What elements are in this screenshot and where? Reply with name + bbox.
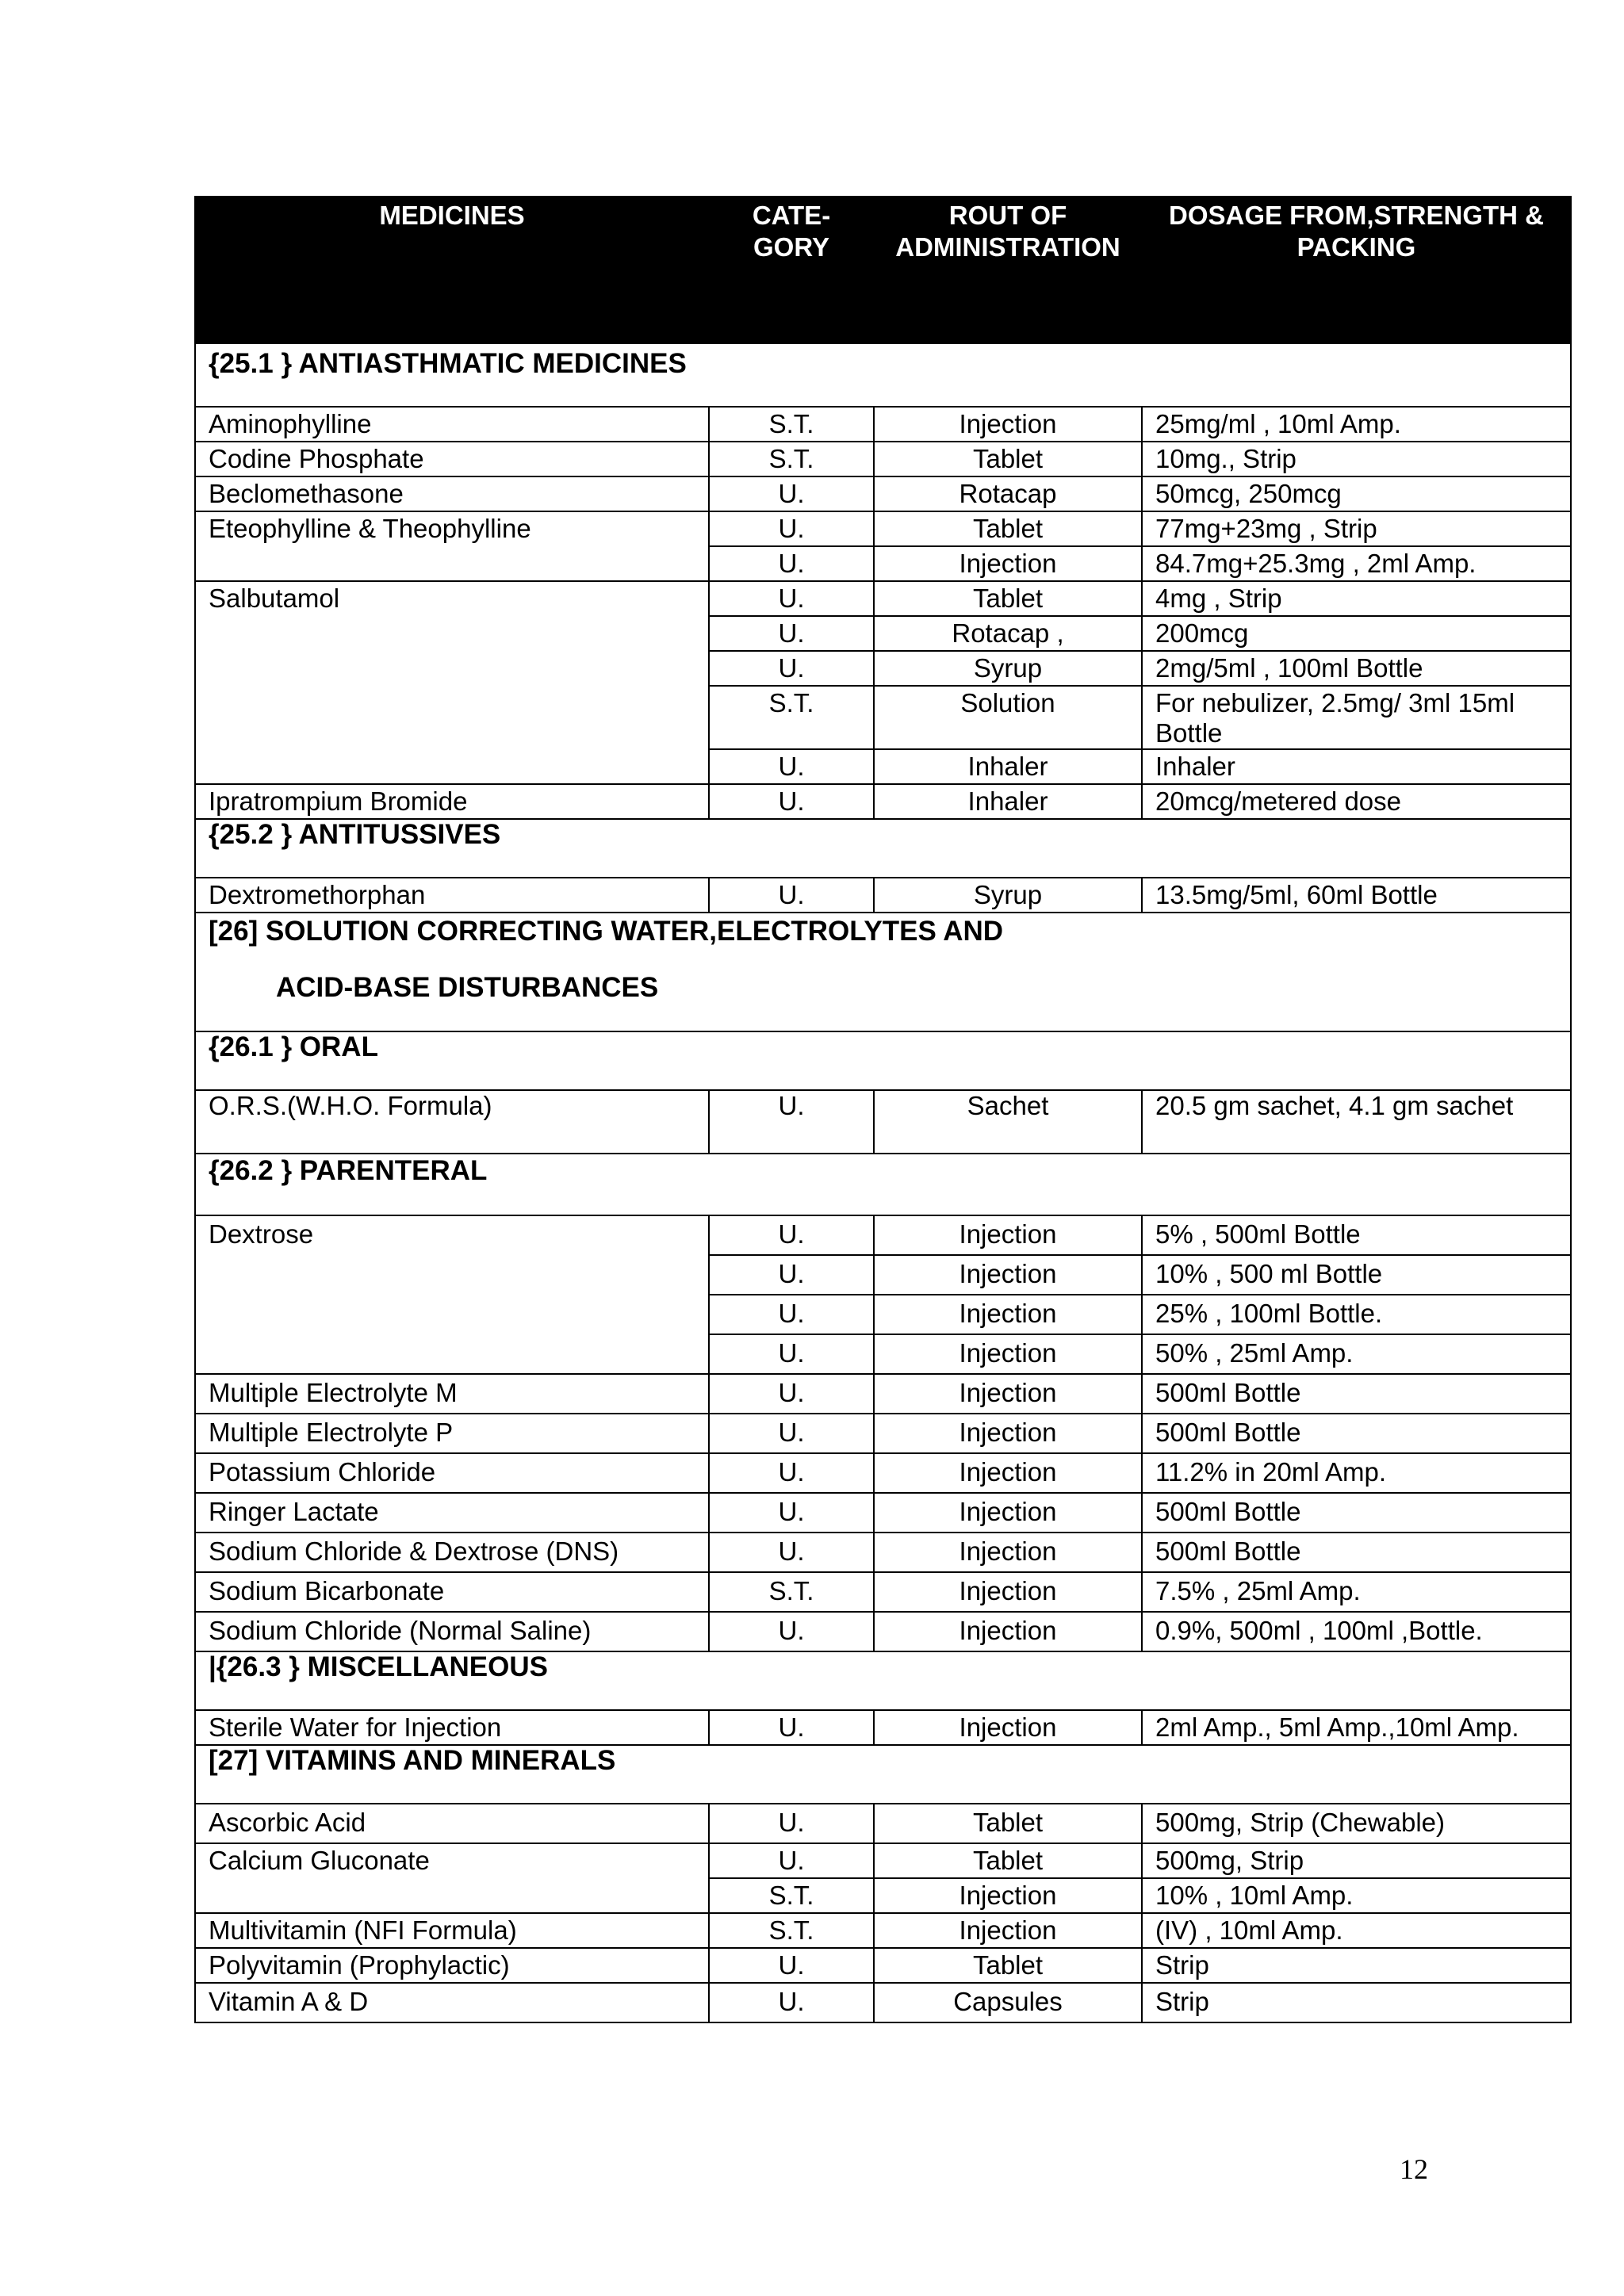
- dosage: 25mg/ml , 10ml Amp.: [1142, 407, 1571, 442]
- category: U.: [709, 749, 874, 784]
- route: Injection: [874, 1295, 1142, 1334]
- category: U.: [709, 1612, 874, 1651]
- page-number: 12: [1400, 2153, 1428, 2185]
- route: Injection: [874, 1493, 1142, 1533]
- category: S.T.: [709, 407, 874, 442]
- category: S.T.: [709, 686, 874, 749]
- category: U.: [709, 1414, 874, 1453]
- table-row: [195, 1453, 1571, 1493]
- medicine-name: Multiple Electrolyte P: [195, 1414, 709, 1453]
- section-heading: {26.1 } ORAL: [195, 1031, 1571, 1090]
- route: Injection: [874, 1533, 1142, 1572]
- section-heading: {25.1 } ANTIASTHMATIC MEDICINES: [195, 343, 1571, 407]
- medicine-name: Potassium Chloride: [195, 1453, 709, 1493]
- medicine-name: Salbutamol: [195, 581, 709, 784]
- dosage: 10mg., Strip: [1142, 442, 1571, 476]
- category: U.: [709, 1215, 874, 1255]
- header-medicines: MEDICINES: [195, 197, 709, 343]
- category: U.: [709, 1843, 874, 1878]
- dosage: 500ml Bottle: [1142, 1533, 1571, 1572]
- dosage: Inhaler: [1142, 749, 1571, 784]
- category: U.: [709, 1334, 874, 1374]
- category: U.: [709, 1374, 874, 1414]
- table-row: [195, 784, 1571, 819]
- category: S.T.: [709, 1913, 874, 1948]
- medicine-name: Calcium Gluconate: [195, 1843, 709, 1913]
- category: U.: [709, 616, 874, 651]
- table-row: [195, 1710, 1571, 1745]
- route: Injection: [874, 1710, 1142, 1745]
- dosage: (IV) , 10ml Amp.: [1142, 1913, 1571, 1948]
- route: Injection: [874, 1255, 1142, 1295]
- route: Injection: [874, 1878, 1142, 1913]
- route: Injection: [874, 1572, 1142, 1612]
- section-heading: |{26.3 } MISCELLANEOUS: [195, 1651, 1571, 1710]
- route: Syrup: [874, 878, 1142, 913]
- medicine-name: Sodium Bicarbonate: [195, 1572, 709, 1612]
- route: Injection: [874, 1414, 1142, 1453]
- category: U.: [709, 511, 874, 546]
- medicine-name: O.R.S.(W.H.O. Formula): [195, 1090, 709, 1154]
- route: Tablet: [874, 511, 1142, 546]
- table-row: [195, 1090, 1571, 1154]
- header-category: CATE- GORY: [709, 197, 874, 343]
- category: U.: [709, 546, 874, 581]
- section-heading: [195, 913, 1571, 1031]
- table-row: [195, 1215, 1571, 1255]
- medicine-name: Ipratrompium Bromide: [195, 784, 709, 819]
- route: Inhaler: [874, 784, 1142, 819]
- table-row: [195, 511, 1571, 546]
- medicine-name: Beclomethasone: [195, 476, 709, 511]
- route: Injection: [874, 1913, 1142, 1948]
- dosage: 2ml Amp., 5ml Amp.,10ml Amp.: [1142, 1710, 1571, 1745]
- table-header-row: [195, 197, 1571, 343]
- medicine-name: Sterile Water for Injection: [195, 1710, 709, 1745]
- medicine-name: Eteophylline & Theophylline: [195, 511, 709, 581]
- route: Capsules: [874, 1983, 1142, 2022]
- route: Injection: [874, 1334, 1142, 1374]
- route: Sachet: [874, 1090, 1142, 1154]
- dosage: 77mg+23mg , Strip: [1142, 511, 1571, 546]
- table-row: [195, 1843, 1571, 1878]
- dosage: 20mcg/metered dose: [1142, 784, 1571, 819]
- section-heading-row: [195, 1651, 1571, 1710]
- section-heading-row: [195, 819, 1571, 878]
- table-row: [195, 1804, 1571, 1843]
- section-heading-row: [195, 1031, 1571, 1090]
- dosage: 500mg, Strip (Chewable): [1142, 1804, 1571, 1843]
- category: U.: [709, 1948, 874, 1983]
- section-heading-line: [26] SOLUTION CORRECTING WATER,ELECTROLYTES AND: [209, 916, 1004, 947]
- route: Injection: [874, 1215, 1142, 1255]
- section-heading: {25.2 } ANTITUSSIVES: [195, 819, 1571, 878]
- medicine-name: Aminophylline: [195, 407, 709, 442]
- route: Injection: [874, 1453, 1142, 1493]
- category: U.: [709, 581, 874, 616]
- route: Tablet: [874, 1804, 1142, 1843]
- category: U.: [709, 1804, 874, 1843]
- dosage: 4mg , Strip: [1142, 581, 1571, 616]
- dosage: Strip: [1142, 1948, 1571, 1983]
- section-heading: {26.2 } PARENTERAL: [195, 1154, 1571, 1215]
- medicine-name: Dextrose: [195, 1215, 709, 1374]
- category: U.: [709, 878, 874, 913]
- dosage: 500ml Bottle: [1142, 1493, 1571, 1533]
- category: S.T.: [709, 1572, 874, 1612]
- header-dosage: DOSAGE FROM,STRENGTH & PACKING: [1142, 197, 1571, 343]
- category: U.: [709, 1983, 874, 2022]
- category: U.: [709, 1453, 874, 1493]
- medicines-table: [194, 196, 1572, 2023]
- dosage: 20.5 gm sachet, 4.1 gm sachet: [1142, 1090, 1571, 1154]
- category: U.: [709, 1533, 874, 1572]
- medicine-name: Codine Phosphate: [195, 442, 709, 476]
- table-row: [195, 442, 1571, 476]
- table-row: [195, 1414, 1571, 1453]
- table-row: [195, 1983, 1571, 2022]
- dosage: 10% , 500 ml Bottle: [1142, 1255, 1571, 1295]
- table-row: [195, 581, 1571, 616]
- category: U.: [709, 651, 874, 686]
- section-heading-row: [195, 1745, 1571, 1804]
- dosage: For nebulizer, 2.5mg/ 3ml 15ml Bottle: [1142, 686, 1571, 749]
- dosage: 500ml Bottle: [1142, 1374, 1571, 1414]
- route: Inhaler: [874, 749, 1142, 784]
- route: Injection: [874, 1612, 1142, 1651]
- dosage: 500mg, Strip: [1142, 1843, 1571, 1878]
- category: U.: [709, 1295, 874, 1334]
- medicine-name: Dextromethorphan: [195, 878, 709, 913]
- category: U.: [709, 1493, 874, 1533]
- route: Injection: [874, 1374, 1142, 1414]
- dosage: 7.5% , 25ml Amp.: [1142, 1572, 1571, 1612]
- dosage: 50mcg, 250mcg: [1142, 476, 1571, 511]
- dosage: 11.2% in 20ml Amp.: [1142, 1453, 1571, 1493]
- category: U.: [709, 1090, 874, 1154]
- category: S.T.: [709, 1878, 874, 1913]
- category: U.: [709, 1255, 874, 1295]
- route: Rotacap: [874, 476, 1142, 511]
- section-heading-row: [195, 343, 1571, 407]
- section-heading-line: ACID-BASE DISTURBANCES: [276, 972, 659, 1003]
- route: Solution: [874, 686, 1142, 749]
- header-route: ROUT OF ADMINISTRATION: [874, 197, 1142, 343]
- section-heading-row: [195, 1154, 1571, 1215]
- table-row: [195, 1913, 1571, 1948]
- route: Tablet: [874, 1843, 1142, 1878]
- route: Injection: [874, 546, 1142, 581]
- medicine-name: Polyvitamin (Prophylactic): [195, 1948, 709, 1983]
- route: Injection: [874, 407, 1142, 442]
- dosage: 5% , 500ml Bottle: [1142, 1215, 1571, 1255]
- category: S.T.: [709, 442, 874, 476]
- section-heading-row: [195, 913, 1571, 1031]
- dosage: 2mg/5ml , 100ml Bottle: [1142, 651, 1571, 686]
- dosage: 25% , 100ml Bottle.: [1142, 1295, 1571, 1334]
- route: Syrup: [874, 651, 1142, 686]
- medicine-name: Ascorbic Acid: [195, 1804, 709, 1843]
- medicine-name: Multivitamin (NFI Formula): [195, 1913, 709, 1948]
- table-row: [195, 407, 1571, 442]
- route: Tablet: [874, 1948, 1142, 1983]
- table-row: [195, 1612, 1571, 1651]
- medicine-name: Sodium Chloride (Normal Saline): [195, 1612, 709, 1651]
- route: Tablet: [874, 442, 1142, 476]
- route: Tablet: [874, 581, 1142, 616]
- table-row: [195, 1572, 1571, 1612]
- dosage: 500ml Bottle: [1142, 1414, 1571, 1453]
- dosage: 200mcg: [1142, 616, 1571, 651]
- section-heading: [27] VITAMINS AND MINERALS: [195, 1745, 1571, 1804]
- dosage: 50% , 25ml Amp.: [1142, 1334, 1571, 1374]
- table-row: [195, 1493, 1571, 1533]
- category: U.: [709, 476, 874, 511]
- route: Rotacap ,: [874, 616, 1142, 651]
- dosage: Strip: [1142, 1983, 1571, 2022]
- table-row: [195, 1948, 1571, 1983]
- medicine-name: Vitamin A & D: [195, 1983, 709, 2022]
- dosage: 10% , 10ml Amp.: [1142, 1878, 1571, 1913]
- category: U.: [709, 784, 874, 819]
- dosage: 13.5mg/5ml, 60ml Bottle: [1142, 878, 1571, 913]
- table-row: [195, 1533, 1571, 1572]
- medicine-name: Multiple Electrolyte M: [195, 1374, 709, 1414]
- medicine-name: Ringer Lactate: [195, 1493, 709, 1533]
- medicine-name: Sodium Chloride & Dextrose (DNS): [195, 1533, 709, 1572]
- table-row: [195, 1374, 1571, 1414]
- dosage: 0.9%, 500ml , 100ml ,Bottle.: [1142, 1612, 1571, 1651]
- table-row: [195, 476, 1571, 511]
- table-row: [195, 878, 1571, 913]
- dosage: 84.7mg+25.3mg , 2ml Amp.: [1142, 546, 1571, 581]
- category: U.: [709, 1710, 874, 1745]
